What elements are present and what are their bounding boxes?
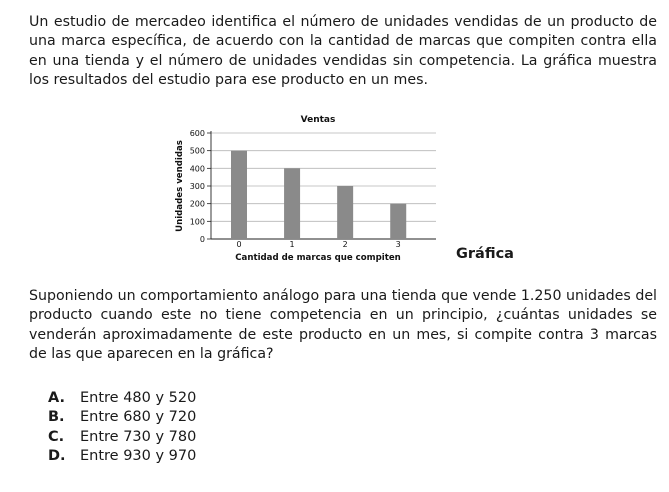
option-letter: B.	[48, 409, 65, 426]
x-tick-label: 2	[342, 240, 348, 249]
option-letter: A.	[48, 390, 65, 406]
x-tick-label: 0	[236, 240, 242, 249]
figure-label: Gráfica	[456, 246, 514, 262]
option-text: Entre 480 y 520	[80, 390, 197, 406]
bar	[231, 151, 247, 239]
option-letter: D.	[48, 447, 66, 464]
option-text: Entre 930 y 970	[80, 447, 197, 464]
y-tick-label: 600	[189, 129, 205, 138]
y-tick-label: 100	[189, 217, 205, 227]
y-tick-label: 200	[189, 199, 205, 209]
x-tick-label: 1	[289, 240, 295, 249]
option-d[interactable]	[48, 447, 196, 466]
option-a[interactable]	[48, 389, 196, 408]
bar	[337, 186, 353, 239]
chart-title: Ventas	[300, 115, 336, 125]
bar	[390, 204, 406, 239]
y-axis-label: Unidades vendidas	[175, 140, 185, 232]
option-letter: C.	[48, 428, 65, 445]
x-axis-label: Cantidad de marcas que compiten	[235, 253, 401, 263]
sales-bar-chart	[166, 108, 446, 270]
y-tick-label: 400	[189, 164, 205, 174]
question-paragraph: Suponiendo un comportamiento análogo para una tienda que vende 1.250 unidades del producto cuando este no tiene competencia en un principio, ¿cuántas unidades se venderán aproximadamente de este producto en un mes, si compite contra 3 marcas de las que aparecen en la gráfica?	[29, 288, 657, 362]
y-tick-label: 300	[189, 182, 205, 191]
option-text: Entre 730 y 780	[80, 428, 197, 445]
option-b[interactable]	[48, 408, 196, 427]
intro-paragraph: Un estudio de mercadeo identifica el número de unidades vendidas de un producto de una marca específica, de acuerdo con la cantidad de marcas que compiten contra ella en una tienda y el número de unidades vendidas sin competencia. La gráfica muestra los resultados del estudio para ese producto en un mes.	[29, 14, 657, 88]
option-c[interactable]	[48, 428, 196, 447]
answer-options	[48, 389, 196, 466]
bar	[284, 168, 300, 239]
x-tick-label: 3	[395, 240, 401, 249]
option-text: Entre 680 y 720	[80, 409, 197, 426]
y-tick-label: 0	[199, 235, 205, 244]
y-tick-label: 500	[189, 146, 205, 156]
